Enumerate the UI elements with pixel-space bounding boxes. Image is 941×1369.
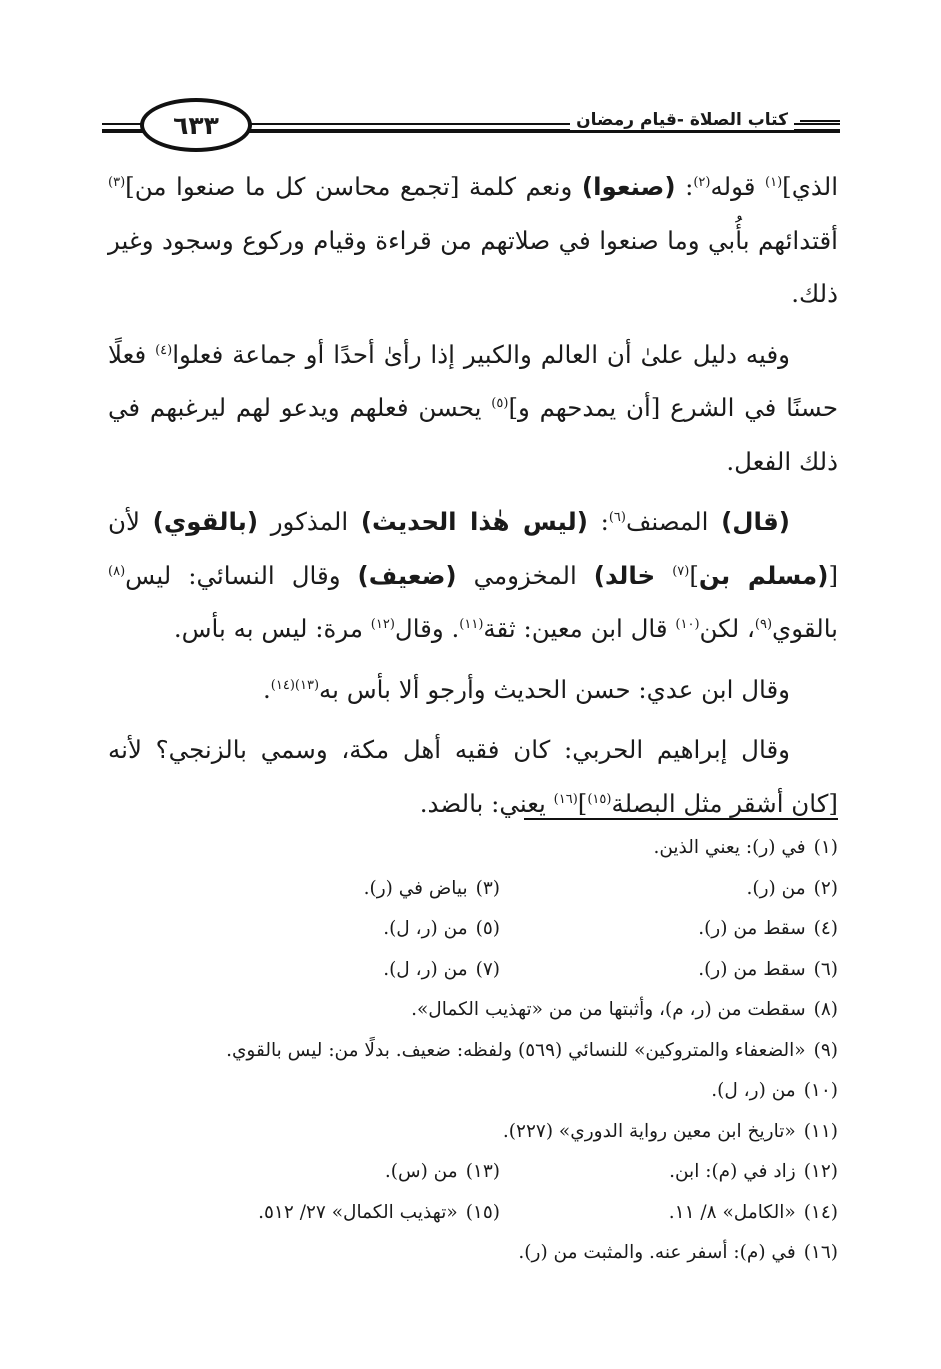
- footnote-7: [162, 950, 500, 991]
- footnote-ref[interactable]: (١٥): [587, 791, 612, 807]
- footnote-text: «الكامل» ٨/ ١١.: [668, 1201, 796, 1223]
- footnote-number: (٧): [475, 958, 500, 980]
- footnote-ref[interactable]: (٣): [108, 174, 126, 190]
- text-run: ونعم كلمة [تجمع محاسن كل ما صنعوا من]: [125, 172, 582, 201]
- footnote-text: من (س).: [384, 1161, 458, 1182]
- page-header: [102, 96, 840, 156]
- footnote-row: [98, 1152, 838, 1193]
- footnote-number: (٢): [813, 877, 838, 899]
- bold-term: (صنعوا): [581, 172, 676, 201]
- text-run: الذي]: [782, 172, 839, 201]
- text-run: .: [262, 674, 271, 704]
- footnote-ref[interactable]: (٩): [754, 616, 773, 632]
- footnote-ref[interactable]: (١٢): [370, 616, 395, 632]
- text-run: وقال ابن عدي: حسن الحديث وأرجو ألا بأس به: [319, 674, 790, 704]
- footnote-number: (١٦): [803, 1242, 838, 1263]
- footnote-number: (٤): [813, 918, 838, 939]
- footnote-2: [500, 869, 838, 910]
- footnote-15: [162, 1193, 500, 1234]
- footnote-9: [226, 1031, 838, 1072]
- main-text: [108, 160, 838, 837]
- footnote-text: من (ر، ل).: [711, 1080, 796, 1101]
- footnote-number: (٩): [813, 1039, 838, 1061]
- bold-term: (ليس هٰذا الحديث): [360, 507, 588, 536]
- footnote-row: [98, 1233, 838, 1274]
- footnote-row: [98, 1112, 838, 1153]
- footnote-ref[interactable]: (١): [765, 174, 783, 190]
- footnote-14: [500, 1193, 838, 1234]
- text-run: [655, 561, 672, 590]
- footnote-number: (١٠): [803, 1080, 838, 1101]
- footnote-ref[interactable]: (٧): [672, 563, 690, 579]
- text-run: وفيه دليل علىٰ أن العالم والكبير إذا رأىٰ أحدًا أو جماعة فعلوا: [172, 339, 790, 369]
- footnote-ref[interactable]: (٨): [108, 563, 126, 579]
- footnote-text: من (ر، ل).: [383, 918, 468, 939]
- footnote-text: سقط من (ر).: [698, 958, 806, 980]
- paragraph-2: [108, 328, 838, 489]
- text-run: المصنف: [625, 507, 722, 536]
- footnote-number: (١٣): [465, 1161, 500, 1182]
- footnote-ref[interactable]: (٥): [491, 395, 509, 411]
- footnote-text: «الضعفاء والمتروكين» للنسائي (٥٦٩) ولفظه: ضعيف. بدلًا من: ليس بالقوي.: [226, 1039, 806, 1061]
- text-run: بالقوي: [772, 614, 838, 643]
- paragraph-4: [108, 663, 838, 717]
- footnote-number: (٥): [475, 918, 500, 939]
- footnote-ref[interactable]: (٦): [608, 509, 626, 525]
- footnote-ref[interactable]: (١١): [459, 616, 484, 632]
- text-run: قوله: [710, 172, 765, 201]
- text-run: . وقال: [394, 614, 460, 643]
- footnote-row: [98, 828, 838, 869]
- bold-term: (بالقوي): [152, 507, 259, 536]
- text-run: :: [587, 507, 609, 536]
- footnote-11: [503, 1112, 838, 1153]
- footnote-5: [162, 909, 500, 950]
- footnote-ref[interactable]: (١٦): [553, 791, 578, 807]
- footnote-ref[interactable]: (٢): [693, 174, 711, 190]
- footnote-separator: [524, 818, 838, 820]
- header-dash: [800, 120, 840, 122]
- footnote-number: (٣): [475, 877, 500, 899]
- paragraph-5: [108, 723, 838, 830]
- footnote-text: زاد في (م): ابن.: [669, 1161, 796, 1182]
- footnote-row: [98, 1071, 838, 1112]
- text-run: قال ابن معين: ثقة: [483, 614, 676, 643]
- text-run: وقال النسائي: ليس: [125, 560, 358, 590]
- footnote-6: [500, 950, 838, 991]
- footnote-13: [162, 1152, 500, 1193]
- text-run: ]: [689, 560, 699, 590]
- page-number: [140, 98, 252, 152]
- text-run: المخزومي: [456, 560, 594, 590]
- bold-term: (قال): [721, 507, 790, 536]
- footnote-text: من (ر، ل).: [383, 958, 468, 980]
- footnotes: [98, 828, 838, 1274]
- footnote-16: [518, 1233, 838, 1274]
- footnote-ref[interactable]: (١٣)(١٤): [270, 677, 320, 693]
- footnote-row: [98, 950, 838, 991]
- footnote-row: [98, 1031, 838, 1072]
- footnote-1: [500, 828, 838, 869]
- text-run: يحسن فعلهم ويدعو لهم ليرغبهم في ذلك الفعل.: [108, 393, 838, 476]
- bold-term: (مسلم بن: [698, 560, 829, 590]
- footnote-8: [411, 990, 838, 1031]
- footnote-text: «تاريخ ابن معين رواية الدوري» (٢٢٧).: [502, 1120, 796, 1142]
- footnote-ref[interactable]: (٤): [155, 342, 173, 358]
- footnote-number: (٦): [813, 958, 838, 980]
- text-run: ، لكن: [699, 614, 755, 643]
- text-run: أقتدائهم بأُبي وما صنعوا في صلاتهم من قراءة وقيام وركوع وسجود وغير ذلك.: [108, 225, 838, 308]
- footnote-number: (١١): [803, 1120, 838, 1142]
- footnote-text: في (م): أسفر عنه. والمثبت من (ر).: [518, 1242, 796, 1263]
- text-run: :: [675, 172, 694, 201]
- text-run: مرة: ليس به بأس.: [173, 614, 371, 643]
- footnote-3: [162, 869, 500, 910]
- text-run: فعلًا حسنًا في الشرع [أن يمدحهم و]: [108, 339, 838, 422]
- footnote-number: (٨): [813, 999, 838, 1020]
- footnote-row: [98, 869, 838, 910]
- bold-term: (ضعيف): [357, 560, 457, 590]
- footnote-row: [98, 909, 838, 950]
- paragraph-1: [108, 160, 838, 321]
- page-number-text: ٦٣٣: [173, 110, 219, 140]
- text-run: يعني: بالضد.: [419, 788, 554, 818]
- footnote-text: سقطت من (ر، م)، وأثبتها من من «تهذيب الكمال».: [411, 999, 806, 1020]
- footnote-text: سقط من (ر).: [698, 918, 806, 939]
- footnote-row: [98, 990, 838, 1031]
- footnote-text: من (ر).: [746, 877, 806, 899]
- footnote-12: [500, 1152, 838, 1193]
- footnote-text: في (ر): يعني الذين.: [653, 837, 806, 858]
- text-run: وقال إبراهيم الحربي: كان فقيه أهل مكة، وسمي بالزنجي؟ لأنه [كان أشقر مثل البصلة: [108, 735, 838, 818]
- text-run: ]: [577, 788, 588, 818]
- text-run: لأن [: [108, 507, 838, 590]
- bold-term: خالد): [593, 560, 656, 590]
- running-title: كتاب الصلاة -قيام رمضان: [570, 110, 794, 130]
- footnote-number: (١): [813, 837, 838, 858]
- footnote-10: [711, 1071, 838, 1112]
- text-run: المذكور: [258, 507, 361, 536]
- footnote-number: (١٢): [803, 1161, 838, 1182]
- paragraph-3: [108, 495, 838, 656]
- footnote-text: بياض في (ر).: [363, 877, 468, 899]
- footnote-ref[interactable]: (١٠): [675, 616, 700, 632]
- footnote-number: (١٥): [465, 1201, 500, 1223]
- footnote-text: «تهذيب الكمال» ٢٧/ ٥١٢.: [258, 1201, 458, 1223]
- footnote-4: [500, 909, 838, 950]
- footnote-row: [98, 1193, 838, 1234]
- footnote-number: (١٤): [803, 1201, 838, 1223]
